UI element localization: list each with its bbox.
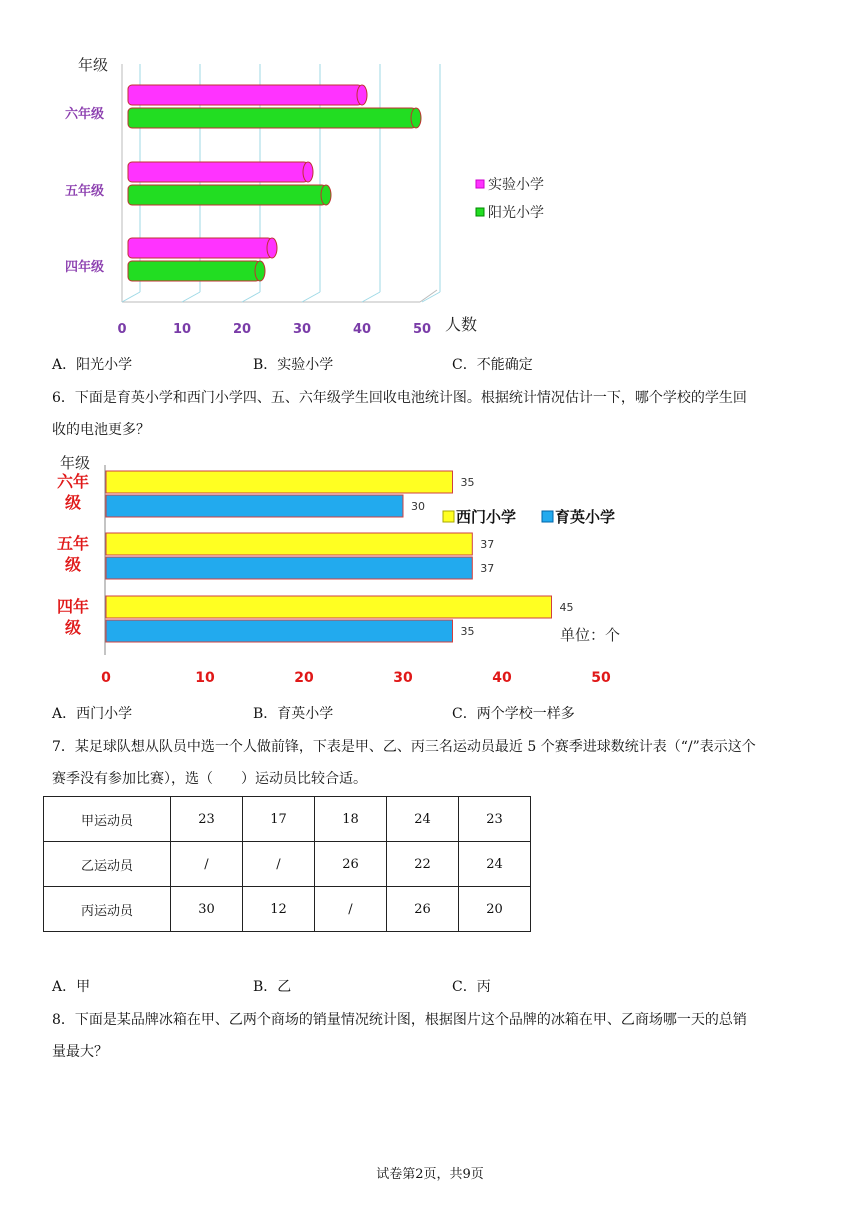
chart-1-bar-cap — [411, 108, 421, 128]
chart-2-data-label: 37 — [480, 562, 495, 575]
q7-option-b[interactable]: B．乙 — [253, 979, 292, 995]
chart-2-tick-label: 20 — [294, 670, 314, 686]
chart-1-bar-cap — [303, 162, 313, 182]
q8-text-line1: 8．下面是某品牌冰箱在甲、乙两个商场的销量情况统计图，根据图片这个品牌的冰箱在甲、乙商场哪一天的总销 — [52, 1012, 747, 1028]
chart-1-gridline-diag — [122, 292, 140, 302]
chart-2-bar — [106, 620, 453, 642]
chart-2-bar — [106, 495, 403, 517]
table-row-header: 乙运动员 — [44, 842, 171, 887]
chart-1-y-axis-label: 年级 — [78, 56, 109, 74]
chart-2-unit-label: 单位：个 — [560, 626, 621, 644]
chart-1-category-label: 四年级 — [65, 260, 105, 275]
legend-swatch-yangguang — [476, 208, 484, 216]
chart-1-bar — [128, 261, 260, 281]
legend-label-ximen: 西门小学 — [456, 508, 517, 526]
table-cell: 30 — [171, 887, 243, 932]
chart-1-bar — [128, 85, 362, 105]
table-cell: 22 — [387, 842, 459, 887]
chart-2-category-label: 级 — [64, 555, 82, 574]
table-row-header: 丙运动员 — [44, 887, 171, 932]
table-cell: 18 — [315, 797, 387, 842]
chart-1-tick-label: 0 — [117, 322, 127, 337]
table-cell: 12 — [243, 887, 315, 932]
chart-1-gridline-diag — [242, 292, 260, 302]
chart-2-data-label: 30 — [411, 500, 425, 513]
q7-option-c[interactable]: C．丙 — [452, 979, 491, 995]
table-cell: / — [315, 887, 387, 932]
chart-1-bar — [128, 238, 272, 258]
chart-1 — [40, 40, 640, 350]
q6-option-a[interactable]: A．西门小学 — [52, 706, 133, 722]
chart-1-bar-cap — [255, 261, 265, 281]
chart-2-data-label: 35 — [460, 625, 475, 638]
chart-2-category-label: 四年 — [56, 597, 90, 616]
chart-2-category-label: 级 — [64, 493, 82, 512]
chart-1-x-axis-label: 人数 — [445, 315, 478, 334]
chart-2-y-axis-label: 年级 — [60, 454, 91, 472]
chart-1-gridline-diag — [302, 292, 320, 302]
q6-option-c[interactable]: C．两个学校一样多 — [452, 706, 575, 722]
chart-2-tick-label: 40 — [492, 670, 512, 686]
goals-table — [43, 796, 531, 932]
chart-2-bar — [106, 557, 472, 579]
table-row — [44, 887, 531, 932]
chart-2-tick-label: 50 — [591, 670, 611, 686]
chart-1-tick-label: 50 — [412, 322, 432, 337]
chart-2-tick-label: 0 — [101, 670, 111, 686]
chart-2-category-label: 级 — [64, 618, 82, 637]
chart-2-bar — [106, 471, 453, 493]
table-cell: 17 — [243, 797, 315, 842]
chart-1-tick-label: 40 — [352, 322, 372, 337]
legend-label-yangguang: 阳光小学 — [488, 205, 544, 221]
chart-1-bar-cap — [321, 185, 331, 205]
table-cell: 23 — [459, 797, 531, 842]
chart-2-category-label: 五年 — [56, 534, 90, 553]
page-footer: 试卷第2页，共9页 — [376, 1167, 484, 1182]
table-row — [44, 797, 531, 842]
chart-2-category-label: 六年 — [56, 472, 90, 491]
q6-text-line1: 6．下面是育英小学和西门小学四、五、六年级学生回收电池统计图。根据统计情况估计一下，哪个学校的学生回 — [52, 390, 747, 406]
chart-2-data-label: 45 — [559, 601, 574, 614]
chart-2-tick-label: 10 — [195, 670, 215, 686]
chart-1-category-label: 六年级 — [65, 107, 105, 122]
chart-1-bar-cap — [357, 85, 367, 105]
table-row-header: 甲运动员 — [44, 797, 171, 842]
legend-label-yuying: 育英小学 — [555, 508, 616, 526]
chart-1-tick-label: 20 — [232, 322, 252, 337]
chart-1-bar — [128, 108, 416, 128]
chart-2-data-label: 37 — [480, 538, 495, 551]
table-cell: 24 — [387, 797, 459, 842]
table-cell: 20 — [459, 887, 531, 932]
q5-option-c[interactable]: C．不能确定 — [452, 357, 533, 373]
chart-2-bar — [106, 596, 552, 618]
chart-1-gridline-diag — [422, 292, 440, 302]
legend-label-shiyan: 实验小学 — [488, 177, 544, 193]
chart-1-tick-label: 10 — [172, 322, 192, 337]
legend-swatch-shiyan — [476, 180, 484, 188]
chart-1-bar — [128, 185, 326, 205]
q8-text-line2: 量最大？ — [52, 1044, 108, 1060]
chart-1-bar — [128, 162, 308, 182]
q6-option-b[interactable]: B．育英小学 — [253, 706, 334, 722]
chart-1-bar-cap — [267, 238, 277, 258]
table-cell: 23 — [171, 797, 243, 842]
q7-option-a[interactable]: A．甲 — [52, 979, 91, 995]
chart-1-gridline-diag — [182, 292, 200, 302]
table-cell: 26 — [315, 842, 387, 887]
chart-2 — [40, 450, 660, 695]
table-cell: 24 — [459, 842, 531, 887]
table-row — [44, 842, 531, 887]
table-cell: 26 — [387, 887, 459, 932]
chart-2-bar — [106, 533, 472, 555]
chart-1-category-label: 五年级 — [65, 184, 105, 199]
q5-option-b[interactable]: B．实验小学 — [253, 357, 334, 373]
chart-1-tick-label: 30 — [292, 322, 312, 337]
q6-text-line2: 收的电池更多？ — [52, 422, 150, 438]
chart-1-gridline-diag — [362, 292, 380, 302]
legend-swatch-ximen — [443, 511, 454, 522]
chart-2-tick-label: 30 — [393, 670, 413, 686]
legend-swatch-yuying — [542, 511, 553, 522]
q7-text-line2: 赛季没有参加比赛），选（ ）运动员比较合适。 — [52, 771, 367, 787]
table-cell: / — [243, 842, 315, 887]
chart-2-data-label: 35 — [460, 476, 475, 489]
q5-option-a[interactable]: A．阳光小学 — [52, 357, 133, 373]
table-cell: / — [171, 842, 243, 887]
q7-text-line1: 7．某足球队想从队员中选一个人做前锋，下表是甲、乙、丙三名运动员最近 5 个赛季进球数统计表（“/”表示这个 — [52, 739, 756, 755]
